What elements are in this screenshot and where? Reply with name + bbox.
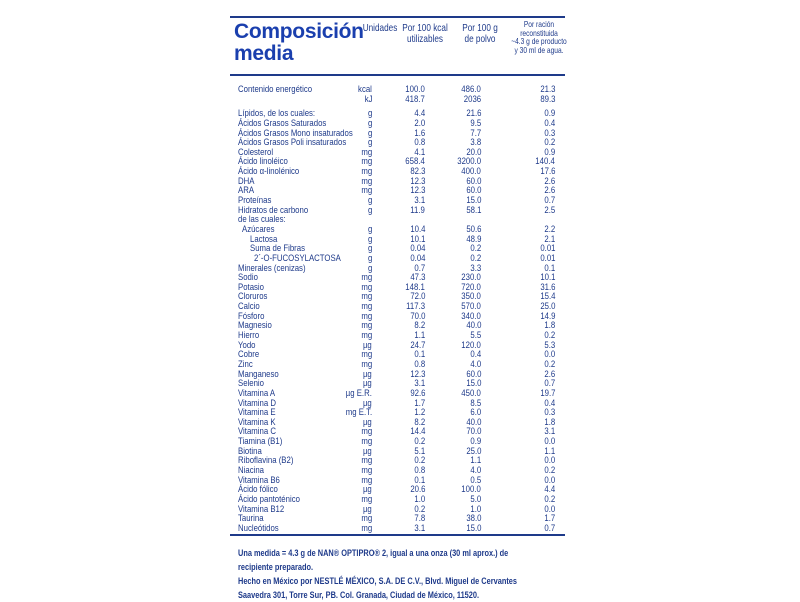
value-per-100g: 0.4 — [470, 349, 481, 361]
row-label: Potasio — [238, 281, 264, 293]
row-label: Vitamina B12 — [238, 503, 285, 515]
value-per-serving: 1.8 — [544, 416, 555, 428]
value-per-100g: 1.1 — [470, 455, 481, 467]
value-per-100kcal: 658.4 — [405, 156, 425, 168]
title-line-2: media — [234, 42, 294, 65]
value-per-serving: 140.4 — [535, 156, 555, 168]
row-unit: mg — [361, 426, 372, 438]
table-row — [230, 476, 565, 486]
row-label: Nucleótidos — [238, 522, 279, 534]
value-per-100kcal: 3.1 — [414, 195, 425, 207]
value-per-serving: 89.3 — [539, 93, 555, 105]
value-per-100g: 8.5 — [470, 397, 481, 409]
value-per-100g: 15.0 — [465, 378, 481, 390]
value-per-serving: 10.1 — [539, 272, 555, 284]
row-label: de las cuales: — [238, 214, 286, 226]
row-unit: kcal — [358, 84, 372, 95]
value-per-100kcal: 0.1 — [414, 349, 425, 361]
row-unit: µg — [363, 368, 372, 380]
value-per-100g: 0.9 — [470, 436, 481, 448]
header-per-100g: Por 100 g de polvo — [462, 22, 498, 45]
row-unit: µg — [363, 397, 372, 409]
row-label: ARA — [238, 185, 255, 197]
row-unit: µg E.R. — [345, 387, 372, 399]
value-per-100g: 5.5 — [470, 330, 481, 342]
value-per-100g: 20.0 — [465, 146, 481, 158]
value-per-100kcal: 0.2 — [414, 436, 425, 448]
row-unit: mg — [361, 291, 372, 303]
value-per-serving: 0.01 — [539, 252, 555, 264]
table-title — [234, 21, 364, 65]
value-per-100g: 400.0 — [461, 166, 481, 178]
row-label: Riboflavina (B2) — [238, 455, 294, 467]
value-per-serving: 1.1 — [544, 445, 555, 457]
value-per-100kcal: 12.3 — [409, 368, 425, 380]
value-per-serving: 0.2 — [544, 464, 555, 476]
value-per-serving: 14.9 — [539, 310, 555, 322]
row-unit: mg — [361, 310, 372, 322]
value-per-100kcal: 2.0 — [414, 117, 425, 129]
value-per-100kcal: 0.2 — [414, 455, 425, 467]
value-per-100g: 25.0 — [465, 445, 481, 457]
value-per-serving: 0.3 — [544, 407, 555, 419]
value-per-serving: 0.4 — [544, 397, 555, 409]
value-per-100kcal: 1.7 — [414, 397, 425, 409]
value-per-100g: 2036 — [463, 93, 481, 105]
value-per-serving: 0.2 — [544, 137, 555, 149]
value-per-serving: 0.3 — [544, 127, 555, 139]
row-label: Minerales (cenizas) — [238, 262, 306, 274]
row-label: Fósforo — [238, 310, 265, 322]
row-unit: mg — [361, 320, 372, 332]
table-row — [230, 524, 565, 534]
value-per-100g: 6.0 — [470, 407, 481, 419]
row-label: Ácido α-linolénico — [238, 166, 300, 178]
row-unit: mg — [361, 455, 372, 467]
value-per-100g: 0.2 — [470, 252, 481, 264]
value-per-100kcal: 0.8 — [414, 464, 425, 476]
row-unit: mg — [361, 358, 372, 370]
row-label: Vitamina A — [238, 387, 276, 399]
value-per-100kcal: 12.3 — [409, 185, 425, 197]
value-per-serving: 0.2 — [544, 358, 555, 370]
value-per-100kcal: 8.2 — [414, 320, 425, 332]
value-per-100g: 340.0 — [461, 310, 481, 322]
value-per-serving: 0.0 — [544, 349, 555, 361]
value-per-100g: 60.0 — [465, 175, 481, 187]
value-per-serving: 0.9 — [544, 146, 555, 158]
row-label: 2´-O-FUCOSYLACTOSA — [254, 252, 341, 264]
value-per-serving: 21.3 — [539, 84, 555, 95]
table-row — [230, 466, 565, 476]
value-per-100kcal: 10.1 — [409, 233, 425, 245]
table-row — [230, 408, 565, 418]
value-per-100g: 4.0 — [470, 358, 481, 370]
table-row — [230, 312, 565, 322]
nutrition-rows — [230, 80, 565, 533]
row-unit: g — [367, 127, 372, 139]
table-row — [230, 215, 565, 225]
row-unit: µg — [363, 503, 372, 515]
row-label: Vitamina E — [238, 407, 276, 419]
row-label: Hierro — [238, 330, 260, 342]
header-per-100kcal: Por 100 kcal utilizables — [402, 22, 448, 45]
table-row — [230, 370, 565, 380]
row-label: Tiamina (B1) — [238, 436, 283, 448]
value-per-100g: 38.0 — [465, 513, 481, 525]
row-label: Lactosa — [250, 233, 278, 245]
row-unit: g — [367, 137, 372, 149]
row-unit: µg — [363, 484, 372, 496]
row-unit: mg — [361, 493, 372, 505]
row-label: Ácido linoléico — [238, 156, 288, 168]
value-per-100kcal: 20.6 — [409, 484, 425, 496]
table-row — [230, 186, 565, 196]
value-per-serving: 0.1 — [544, 262, 555, 274]
value-per-100kcal: 0.7 — [414, 262, 425, 274]
value-per-100g: 120.0 — [461, 339, 481, 351]
row-unit: g — [367, 195, 372, 207]
value-per-100kcal: 12.3 — [409, 175, 425, 187]
value-per-serving: 2.6 — [544, 185, 555, 197]
value-per-serving: 0.01 — [539, 243, 555, 255]
value-per-100kcal: 4.1 — [414, 146, 425, 158]
row-unit: µg — [363, 339, 372, 351]
row-unit: mg — [361, 474, 372, 486]
value-per-serving: 17.6 — [539, 166, 555, 178]
value-per-serving: 2.6 — [544, 368, 555, 380]
value-per-100g: 3200.0 — [457, 156, 481, 168]
row-label: Ácidos Grasos Mono insaturados — [238, 127, 353, 139]
value-per-100kcal: 0.04 — [409, 252, 425, 264]
row-unit: g — [367, 204, 372, 216]
value-per-serving: 4.4 — [544, 484, 555, 496]
row-unit: mg — [361, 349, 372, 361]
table-row — [230, 360, 565, 370]
row-label: Vitamina D — [238, 397, 276, 409]
table-row — [230, 138, 565, 148]
value-per-100g: 60.0 — [465, 185, 481, 197]
row-label: Magnesio — [238, 320, 272, 332]
table-row — [230, 379, 565, 389]
value-per-serving: 1.7 — [544, 513, 555, 525]
value-per-100g: 40.0 — [465, 320, 481, 332]
value-per-100g: 48.9 — [465, 233, 481, 245]
value-per-100kcal: 8.2 — [414, 416, 425, 428]
value-per-serving: 0.7 — [544, 378, 555, 390]
title-line-1: Composición — [234, 20, 364, 43]
nutrition-table-panel — [230, 16, 567, 600]
row-unit: mg E.T. — [345, 407, 372, 419]
value-per-100kcal: 0.8 — [414, 358, 425, 370]
row-label: Ácidos Grasos Poli insaturados — [238, 137, 347, 149]
value-per-100kcal: 70.0 — [409, 310, 425, 322]
row-label: Sodio — [238, 272, 258, 284]
value-per-serving: 0.2 — [544, 330, 555, 342]
value-per-100kcal: 4.4 — [414, 108, 425, 120]
table-row — [230, 292, 565, 302]
table-row — [230, 321, 565, 331]
value-per-100kcal: 10.4 — [409, 223, 425, 235]
row-label: Manganeso — [238, 368, 279, 380]
value-per-serving: 2.2 — [544, 223, 555, 235]
value-per-serving: 0.0 — [544, 455, 555, 467]
row-label: Zinc — [238, 358, 253, 370]
row-unit: g — [367, 117, 372, 129]
row-label: Colesterol — [238, 146, 274, 158]
row-label: Cloruros — [238, 291, 268, 303]
row-unit: mg — [361, 175, 372, 187]
row-unit: mg — [361, 166, 372, 178]
row-unit: µg — [363, 378, 372, 390]
value-per-serving: 0.0 — [544, 474, 555, 486]
value-per-100kcal: 3.1 — [414, 522, 425, 534]
row-label: Proteínas — [238, 195, 272, 207]
row-label: Biotina — [238, 445, 262, 457]
value-per-100kcal: 0.8 — [414, 137, 425, 149]
value-per-100g: 4.0 — [470, 464, 481, 476]
row-label: Suma de Fibras — [250, 243, 305, 255]
table-row — [230, 167, 565, 177]
value-per-serving: 31.6 — [539, 281, 555, 293]
value-per-serving: 19.7 — [539, 387, 555, 399]
value-per-100g: 15.0 — [465, 195, 481, 207]
row-unit: mg — [361, 156, 372, 168]
value-per-100g: 486.0 — [461, 84, 481, 95]
value-per-100kcal: 47.3 — [409, 272, 425, 284]
value-per-serving: 2.1 — [544, 233, 555, 245]
value-per-100g: 0.2 — [470, 243, 481, 255]
value-per-100kcal: 1.2 — [414, 407, 425, 419]
value-per-100kcal: 24.7 — [409, 339, 425, 351]
value-per-serving: 1.8 — [544, 320, 555, 332]
row-unit: g — [367, 252, 372, 264]
table-row — [230, 225, 565, 235]
value-per-100g: 3.8 — [470, 137, 481, 149]
value-per-100kcal: 92.6 — [409, 387, 425, 399]
value-per-100kcal: 14.4 — [409, 426, 425, 438]
value-per-serving: 0.7 — [544, 522, 555, 534]
row-label: Azúcares — [242, 223, 275, 235]
row-unit: mg — [361, 146, 372, 158]
value-per-100g: 50.6 — [465, 223, 481, 235]
value-per-100kcal: 418.7 — [405, 93, 425, 105]
row-unit: mg — [361, 330, 372, 342]
table-row — [230, 399, 565, 409]
value-per-100g: 100.0 — [461, 484, 481, 496]
table-row — [230, 283, 565, 293]
row-label: Ácido fólico — [238, 484, 278, 496]
row-label: Yodo — [238, 339, 256, 351]
value-per-serving: 0.0 — [544, 436, 555, 448]
row-unit: mg — [361, 436, 372, 448]
value-per-100kcal: 0.2 — [414, 503, 425, 515]
table-row — [230, 264, 565, 274]
table-row — [230, 331, 565, 341]
value-per-100kcal: 82.3 — [409, 166, 425, 178]
value-per-100g: 21.6 — [465, 108, 481, 120]
bottom-rule — [230, 534, 565, 536]
value-per-100kcal: 117.3 — [406, 301, 425, 313]
value-per-100kcal: 1.1 — [414, 330, 425, 342]
row-unit: g — [367, 243, 372, 255]
row-unit: g — [367, 108, 372, 120]
table-row — [230, 389, 565, 399]
value-per-100g: 3.3 — [470, 262, 481, 274]
value-per-100kcal: 72.0 — [409, 291, 425, 303]
value-per-100g: 60.0 — [465, 368, 481, 380]
value-per-100kcal: 11.9 — [410, 204, 425, 216]
value-per-100kcal: 1.0 — [414, 493, 425, 505]
value-per-100g: 70.0 — [465, 426, 481, 438]
value-per-serving: 0.7 — [544, 195, 555, 207]
value-per-serving: 2.6 — [544, 175, 555, 187]
top-rule — [230, 16, 565, 18]
value-per-100g: 0.5 — [470, 474, 481, 486]
row-unit: g — [367, 233, 372, 245]
row-unit: mg — [361, 513, 372, 525]
table-row — [230, 350, 565, 360]
value-per-100g: 570.0 — [461, 301, 481, 313]
value-per-serving: 3.1 — [544, 426, 555, 438]
serving-note: Una medida = 4.3 g de NAN® OPTIPRO® 2, igual a una onza (30 ml aprox.) de recipiente preparado. — [238, 548, 509, 572]
row-label: Ácido pantoténico — [238, 493, 300, 505]
value-per-serving: 25.0 — [539, 301, 555, 313]
row-label: Taurina — [238, 513, 264, 525]
value-per-100kcal: 7.8 — [414, 513, 425, 525]
table-row — [230, 177, 565, 187]
value-per-100kcal: 3.1 — [414, 378, 425, 390]
value-per-100g: 5.0 — [470, 493, 481, 505]
table-row — [230, 95, 565, 105]
value-per-100kcal: 5.1 — [414, 445, 425, 457]
value-per-100g: 9.5 — [470, 117, 481, 129]
row-label: Vitamina B6 — [238, 474, 280, 486]
row-unit: mg — [361, 185, 372, 197]
row-label: Cobre — [238, 349, 260, 361]
value-per-serving: 0.0 — [544, 503, 555, 515]
row-unit: g — [367, 223, 372, 235]
row-label: Lípidos, de los cuales: — [238, 108, 316, 120]
value-per-100g: 450.0 — [461, 387, 481, 399]
value-per-100g: 15.0 — [465, 522, 481, 534]
value-per-serving: 15.4 — [539, 291, 555, 303]
row-label: Contenido energético — [238, 84, 313, 95]
value-per-100kcal: 1.6 — [414, 127, 425, 139]
table-row — [230, 302, 565, 312]
row-label: Hidratos de carbono — [238, 204, 309, 216]
value-per-100g: 40.0 — [465, 416, 481, 428]
table-row — [230, 85, 565, 95]
value-per-100kcal: 148.1 — [405, 281, 425, 293]
value-per-serving: 0.2 — [544, 493, 555, 505]
value-per-100g: 350.0 — [461, 291, 481, 303]
table-row — [230, 456, 565, 466]
value-per-100g: 720.0 — [461, 281, 481, 293]
header-rule — [230, 74, 565, 76]
value-per-serving: 2.5 — [544, 204, 555, 216]
value-per-100kcal: 100.0 — [405, 84, 425, 95]
value-per-100kcal: 0.1 — [414, 474, 425, 486]
header-units: Unidades — [362, 22, 398, 34]
row-unit: mg — [361, 464, 372, 476]
table-row — [230, 437, 565, 447]
row-unit: µg — [363, 445, 372, 457]
row-label: Vitamina C — [238, 426, 276, 438]
table-row — [230, 514, 565, 524]
value-per-100kcal: 0.04 — [409, 243, 425, 255]
row-label: Ácidos Grasos Saturados — [238, 117, 327, 129]
row-unit: µg — [363, 416, 372, 428]
row-label: Calcio — [238, 301, 260, 313]
row-unit: g — [367, 262, 372, 274]
row-label: Niacina — [238, 464, 264, 476]
header-per-serving: Por ración reconstituida ~4.3 g de producto y 30 ml de agua. — [511, 19, 567, 55]
row-label: Vitamina K — [238, 416, 276, 428]
value-per-100g: 58.1 — [465, 204, 481, 216]
value-per-serving: 0.4 — [544, 117, 555, 129]
value-per-100g: 230.0 — [461, 272, 481, 284]
value-per-100g: 1.0 — [470, 503, 481, 515]
row-unit: kJ — [364, 93, 372, 105]
row-unit: mg — [361, 272, 372, 284]
row-unit: mg — [361, 301, 372, 313]
table-row — [230, 273, 565, 283]
table-row — [230, 341, 565, 351]
footnote — [238, 546, 521, 602]
row-label: DHA — [238, 175, 255, 187]
table-row — [230, 418, 565, 428]
manufacturer-note: Hecho en México por NESTLÉ MÉXICO, S.A. DE C.V., Blvd. Miguel de Cervantes Saavedra 301, Torre Sur, PB. Col. Granada, Ciudad de México, 11520. — [238, 576, 518, 600]
row-unit: mg — [361, 522, 372, 534]
table-row — [230, 505, 565, 515]
row-unit: mg — [361, 281, 372, 293]
value-per-serving: 0.9 — [544, 108, 555, 120]
value-per-serving: 5.3 — [544, 339, 555, 351]
value-per-100g: 7.7 — [470, 127, 481, 139]
row-label: Selenio — [238, 378, 264, 390]
